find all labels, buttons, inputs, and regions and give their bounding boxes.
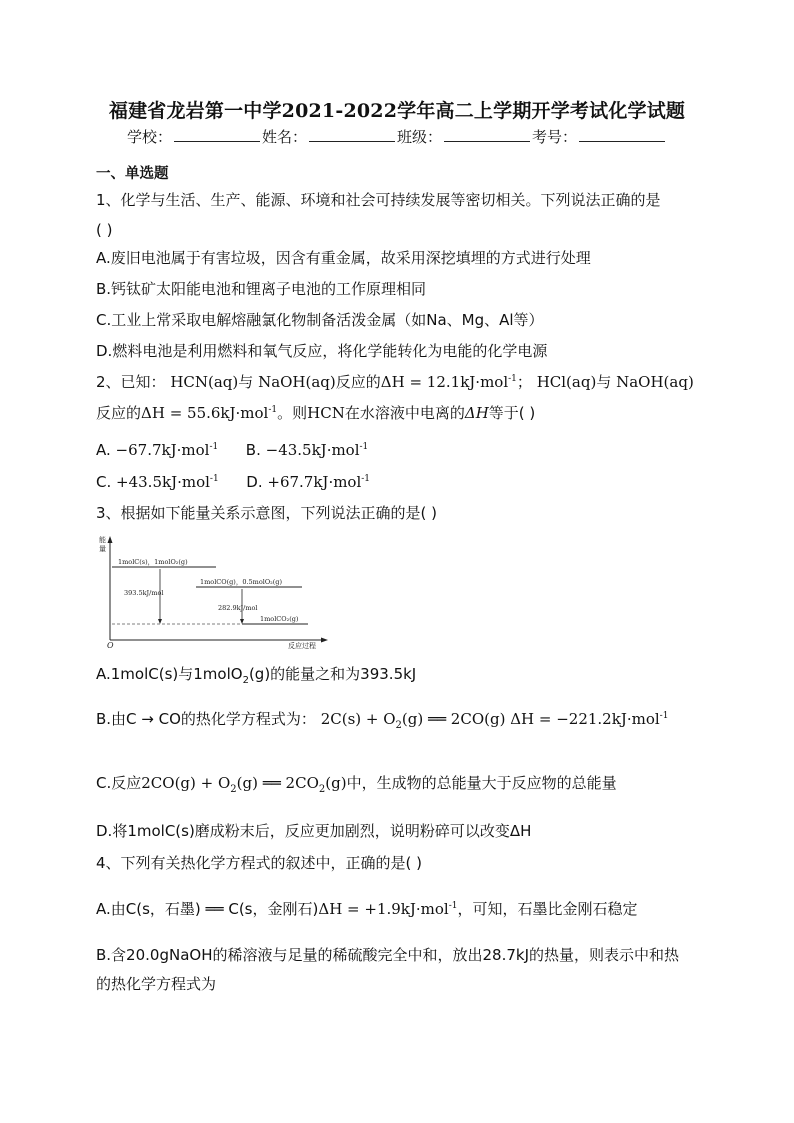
q2-s2b: ΔH = 55.6kJ·mol xyxy=(141,404,269,422)
q1-option-a: A.废旧电池属于有害垃圾，因含有重金属，故采用深挖填埋的方式进行处理 xyxy=(96,249,591,267)
class-field[interactable] xyxy=(444,127,530,142)
q2-c-value: +43.5kJ·mol xyxy=(116,473,210,491)
q2-s2c: 。则 xyxy=(277,404,308,422)
q3-c-part1: C.反应 xyxy=(96,774,142,792)
energy-diagram xyxy=(96,532,336,650)
q3-c-part2: 2CO(g) + O xyxy=(141,774,231,792)
q2-d-value: +67.7kJ·mol xyxy=(267,473,362,491)
exam-number-label: 考号： xyxy=(532,128,578,146)
y-axis-label-1: 能 xyxy=(99,536,106,544)
q2-d-sup: -1 xyxy=(361,474,371,484)
exam-number-field[interactable] xyxy=(579,127,665,142)
school-label: 学校： xyxy=(126,128,172,146)
q4-option-a xyxy=(96,899,706,919)
q2-a-value: −67.7kJ·mol xyxy=(115,441,210,459)
q3-b-part1: B.由C → CO的热化学方程式为： xyxy=(96,710,316,728)
q2-s1j: NaOH(aq) xyxy=(616,373,694,391)
q2-c-label: C. xyxy=(96,473,112,491)
q3-c-sub1: 2 xyxy=(230,784,237,795)
q3-c-sub2: 2 xyxy=(318,784,326,795)
q3-c-part5: 中，生成物的总能量大于反应物的总能量 xyxy=(346,774,617,792)
q3-option-c xyxy=(96,773,706,793)
q2-b-label: B. xyxy=(245,441,261,459)
q2-stem-line2 xyxy=(96,403,706,423)
q4-a-part2: ΔH = +1.9kJ·mol xyxy=(318,900,449,918)
q2-s1a: 2、已知： xyxy=(96,373,166,391)
q2-options-ab xyxy=(96,440,706,460)
q2-s1d: NaOH(aq) xyxy=(258,373,336,391)
q2-s1i: 与 xyxy=(596,373,612,391)
q1-stem-line1: 1、化学与生活、生产、能源、环境和社会可持续发展等密切相关。下列说法正确的是 xyxy=(96,191,661,209)
student-info-line xyxy=(0,126,794,147)
q3-a-sub: 2 xyxy=(242,675,249,686)
q4-stem: 4、下列有关热化学方程式的叙述中，正确的是( ) xyxy=(96,854,423,872)
name-field[interactable] xyxy=(309,127,395,142)
q2-s1f: ΔH = 12.1kJ·mol xyxy=(380,373,509,391)
q4-option-b-line1: B.含20.0gNaOH的稀溶液与足量的稀硫酸完全中和，放出28.7kJ的热量，则表示中和热 xyxy=(96,946,679,964)
q2-s2g: 等于( ) xyxy=(488,404,536,422)
level-reactants-label: 1molC(s)，1molO₂(g) xyxy=(118,558,188,566)
q2-sup2: -1 xyxy=(268,405,278,415)
q3-a-part2: (g)的能量之和为393.5kJ xyxy=(248,665,417,683)
q4-a-part3: ，可知，石墨比金刚石稳定 xyxy=(457,900,638,918)
q4-a-sup: -1 xyxy=(448,901,458,911)
q2-s2e: 在水溶液中电离的 xyxy=(344,404,465,422)
class-label: 班级： xyxy=(397,128,443,146)
q3-b-part2: 2C(s) + O xyxy=(320,710,396,728)
q2-s1b: HCN(aq) xyxy=(170,373,239,391)
page-title: 福建省龙岩第一中学2021-2022学年高二上学期开学考试化学试题 xyxy=(108,100,686,122)
q2-s2f: ΔH xyxy=(464,404,489,422)
name-label: 姓名： xyxy=(261,128,307,146)
level-products-label: 1molCO₂(g) xyxy=(260,615,299,623)
q2-s2d: HCN xyxy=(307,404,345,422)
gap2-label: 282.9kJ/mol xyxy=(218,604,258,612)
q2-s1e: 反应的 xyxy=(335,373,381,391)
q2-a-sup: -1 xyxy=(209,442,219,452)
q3-b-sub: 2 xyxy=(395,720,402,731)
gap1-arrowhead xyxy=(158,619,162,624)
q2-d-label: D. xyxy=(246,473,263,491)
q2-s2a: 反应的 xyxy=(96,404,142,422)
section-heading: 一、单选题 xyxy=(96,166,169,182)
q2-options-cd xyxy=(96,472,706,492)
q2-b-value: −43.5kJ·mol xyxy=(265,441,360,459)
q2-c-sup: -1 xyxy=(209,474,219,484)
q2-sup1: -1 xyxy=(508,374,517,384)
q2-a-label: A. xyxy=(96,441,111,459)
x-axis-arrow xyxy=(321,638,328,643)
q4-option-b-line2: 的热化学方程式为 xyxy=(96,975,217,993)
gap2-arrowhead xyxy=(240,619,244,624)
q2-s1h: HCl(aq) xyxy=(536,373,597,391)
q3-a-part1: A.1molC(s)与1molO xyxy=(96,665,243,683)
y-axis-label-2: 量 xyxy=(99,545,106,553)
level-intermediate-label: 1molCO(g)，0.5molO₂(g) xyxy=(200,578,282,586)
y-axis-arrow xyxy=(108,536,113,543)
q1-option-b: B.钙钛矿太阳能电池和锂离子电池的工作原理相同 xyxy=(96,280,427,298)
x-axis-label: 反应过程 xyxy=(288,642,316,650)
school-field[interactable] xyxy=(174,127,260,142)
q1-option-d: D.燃料电池是利用燃料和氧气反应，将化学能转化为电能的化学电源 xyxy=(96,342,548,360)
q3-c-part3: (g) ══ 2CO xyxy=(236,774,319,792)
q2-b-sup: -1 xyxy=(359,442,369,452)
q3-option-d: D.将1molC(s)磨成粉末后，反应更加剧烈，说明粉碎可以改变ΔH xyxy=(96,822,532,840)
q3-option-a xyxy=(96,664,706,684)
q2-s1g: ； xyxy=(516,373,532,391)
q3-c-part4: (g) xyxy=(325,774,347,792)
q3-stem: 3、根据如下能量关系示意图，下列说法正确的是( ) xyxy=(96,504,438,522)
q1-option-c: C.工业上常采取电解熔融氯化物制备活泼金属（如Na、Mg、Al等） xyxy=(96,311,544,329)
q2-stem-line1 xyxy=(96,372,706,392)
q2-s1c: 与 xyxy=(238,373,254,391)
q3-option-b xyxy=(96,709,706,729)
origin-label: O xyxy=(107,641,114,650)
gap1-label: 393.5kJ/mol xyxy=(124,589,164,597)
q3-b-part3: (g) ══ 2CO(g) ΔH = −221.2kJ·mol xyxy=(401,710,660,728)
q4-a-part1: A.由C(s，石墨) ══ C(s，金刚石) xyxy=(96,900,319,918)
q3-b-sup: -1 xyxy=(659,711,669,721)
q1-stem-line2: ( ) xyxy=(96,221,113,239)
